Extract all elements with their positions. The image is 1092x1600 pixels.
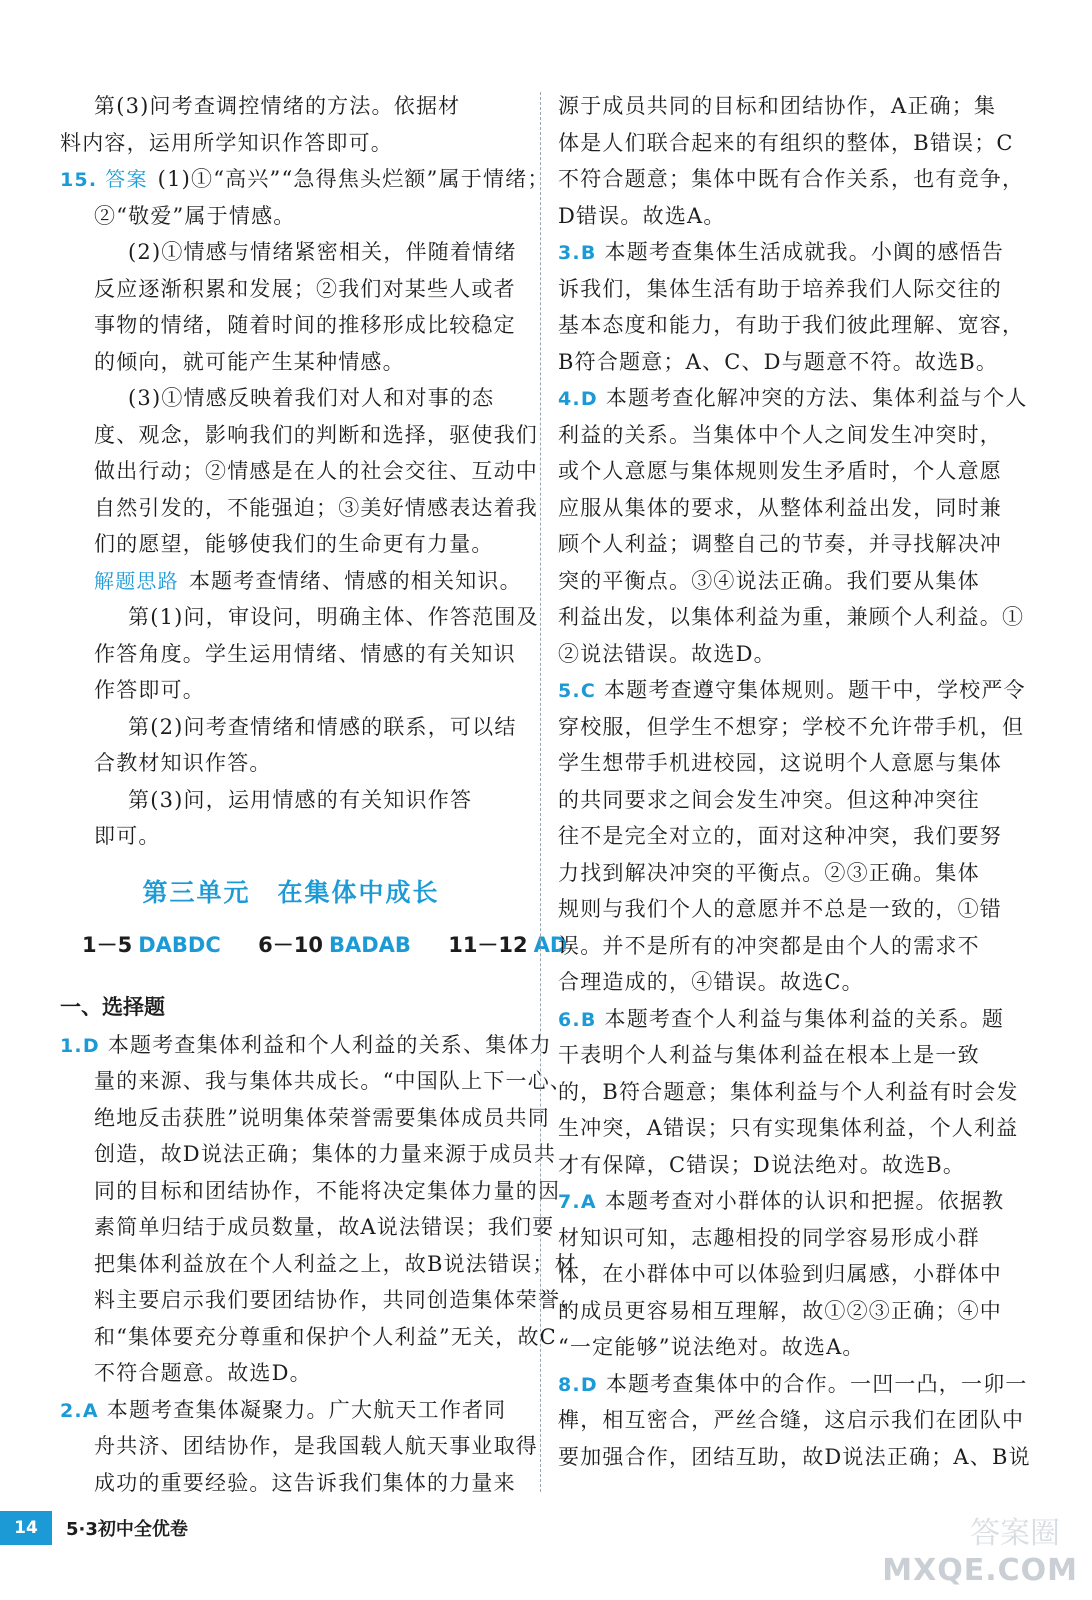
unit-title: 第三单元 在集体中成长 <box>142 877 440 907</box>
text-line: “一定能够”说法绝对。故选A。 <box>558 1335 865 1359</box>
text-line: 源于成员共同的目标和团结协作，A正确；集 <box>558 94 997 118</box>
text-line: 第(3)问，运用情感的有关知识作答 <box>128 787 473 812</box>
text-line: 规则与我们个人的意愿并不总是一致的，①错 <box>558 897 1002 921</box>
text-span: 本题考查集体中的合作。一凹一凸，一卯一 <box>605 1371 1028 1396</box>
text-line: 合教材知识作答。 <box>94 751 272 775</box>
text-line: (2)①情感与情绪紧密相关，伴随着情绪 <box>128 240 517 264</box>
text-line: 和“集体要充分尊重和保护个人利益”无关，故C <box>94 1324 557 1349</box>
answer-value: AD <box>533 932 568 957</box>
text-line: 做出行动；②情感是在人的社会交往、互动中 <box>94 459 538 483</box>
q1-line <box>60 1027 552 1064</box>
text-line: 不符合题意。故选D。 <box>94 1361 312 1385</box>
question-number: 6.B <box>558 1008 597 1031</box>
question-number: 15. <box>60 169 98 191</box>
text-line: 诉我们，集体生活有助于培养我们人际交往的 <box>558 276 1002 301</box>
text-line: 把集体利益放在个人利益之上，故B说法错误；材 <box>94 1251 577 1276</box>
question-number: 1.D <box>60 1034 100 1057</box>
text-span: 本题考查遵守集体规则。题干中，学校严令 <box>603 678 1026 702</box>
answer-range: 11－12 <box>448 932 528 957</box>
text-span: (1)①“高兴”“急得焦头烂额”属于情绪； <box>157 167 550 191</box>
text-span: 本题考查化解冲突的方法、集体利益与个人 <box>605 386 1028 410</box>
q4-line <box>558 380 1028 417</box>
text-line: 利益出发，以集体利益为重，兼顾个人利益。① <box>558 605 1025 629</box>
text-line: 体，在小群体中可以体验到归属感，小群体中 <box>558 1262 1002 1286</box>
text-line: 力找到解决冲突的平衡点。②③正确。集体 <box>558 860 980 885</box>
question-number: 5.C <box>558 680 596 702</box>
text-line: 应服从集体的要求，从整体利益出发，同时兼 <box>558 495 1002 520</box>
question-number: 4.D <box>558 388 598 410</box>
text-line: 事物的情绪，随着时间的推移形成比较稳定 <box>94 313 516 337</box>
text-line: 第(2)问考查情绪和情感的联系，可以结 <box>128 714 517 739</box>
text-line: 的成员更容易相互理解，故①②③正确；④中 <box>558 1298 1002 1323</box>
text-line: 穿校服，但学生不想穿；学校不允许带手机，但 <box>558 714 1025 739</box>
text-line: 不符合题意；集体中既有合作关系，也有竞争， <box>558 167 1025 191</box>
think-tag: 解题思路 <box>94 568 179 593</box>
think-line <box>60 563 522 600</box>
answer-key-row <box>60 923 568 967</box>
text-line: 即可。 <box>94 824 161 848</box>
text-span: 本题考查集体凝聚力。广大航天工作者同 <box>106 1397 507 1422</box>
text-line: 学生想带手机进校园，这说明个人意愿与集体 <box>558 751 1002 775</box>
text-line: ②“敬爱”属于情感。 <box>94 203 296 228</box>
text-line: 基本态度和能力，有助于我们彼此理解、宽容， <box>558 313 1025 337</box>
book-title: 5·3初中全优卷 <box>66 1519 188 1540</box>
right-column <box>558 88 1031 1475</box>
text-line: 素简单归结于成员数量，故A说法错误；我们要 <box>94 1215 555 1239</box>
text-line: 体是人们联合起来的有组织的整体，B错误；C <box>558 130 1014 155</box>
question-number: 8.D <box>558 1373 598 1396</box>
page-footer <box>0 1508 188 1548</box>
text-line: 度、观念，影响我们的判断和选择，驱使我们 <box>94 422 538 447</box>
text-span: 本题考查情绪、情感的相关知识。 <box>188 568 522 593</box>
text-line: 才有保障，C错误；D说法绝对。故选B。 <box>558 1152 966 1177</box>
text-line: 们的愿望，能够使我们的生命更有力量。 <box>94 532 494 556</box>
question-number: 3.B <box>558 242 597 264</box>
watermark-site: MXQE.COM <box>882 1553 1078 1588</box>
text-line: 同的目标和团结协作，不能将决定集体力量的因 <box>94 1178 561 1203</box>
question-number: 7.A <box>558 1191 597 1213</box>
q3-line <box>558 234 1018 271</box>
text-line: 绝地反击获胜”说明集体荣誉需要集体成员共同 <box>94 1105 550 1130</box>
answer-range: 6－10 <box>258 932 323 957</box>
watermark <box>868 1508 1078 1588</box>
q15-line <box>60 161 550 198</box>
text-line: 或个人意愿与集体规则发生矛盾时，个人意愿 <box>558 459 1002 483</box>
text-line: 顾个人利益；调整自己的节奏，并寻找解决冲 <box>558 532 1002 556</box>
text-line: 作答角度。学生运用情绪、情感的有关知识 <box>94 641 516 666</box>
text-line: 成功的重要经验。这告诉我们集体的力量来 <box>94 1470 516 1495</box>
q2-line <box>60 1392 522 1429</box>
column-divider <box>540 92 541 1492</box>
text-span: 本题考查个人利益与集体利益的关系。题 <box>604 1006 1005 1031</box>
text-line: 生冲突，A错误；只有实现集体利益，个人利益 <box>558 1116 1019 1140</box>
text-line: 量的来源、我与集体共成长。“中国队上下一心、 <box>94 1069 573 1093</box>
text-line: 干表明个人利益与集体利益在根本上是一致 <box>558 1043 980 1067</box>
answer-range: 1－5 <box>82 932 133 957</box>
text-line: ②说法错误。故选D。 <box>558 641 776 666</box>
answer-value: BADAB <box>328 932 411 957</box>
text-line: 的共同要求之间会发生冲突。但这种冲突往 <box>558 787 980 812</box>
text-line: 要加强合作，团结互助，故D说法正确；A、B说 <box>558 1444 1031 1469</box>
watermark-logo: 答案圈 <box>970 1516 1060 1551</box>
text-line: 第(3)问考查调控情绪的方法。依据材 <box>94 94 461 118</box>
q8-line <box>558 1366 1028 1403</box>
text-span: 本题考查集体生活成就我。小阗的感悟告 <box>604 240 1005 264</box>
text-line: (3)①情感反映着我们对人和对事的态 <box>128 386 495 410</box>
answer-value: DABDC <box>138 932 221 957</box>
answer-tag: 答案 <box>105 167 148 191</box>
text-line: 第(1)问，审设问，明确主体、作答范围及 <box>128 605 539 629</box>
text-line: 榫，相互密合，严丝合缝，这启示我们在团队中 <box>558 1408 1025 1432</box>
text-line: 合理造成的，④错误。故选C。 <box>558 970 864 994</box>
text-span: 本题考查对小群体的认识和把握。依据教 <box>604 1189 1005 1213</box>
text-line: D错误。故选A。 <box>558 203 726 228</box>
text-line: 往不是完全对立的，面对这种冲突，我们要努 <box>558 824 1002 848</box>
section-title: 一、选择题 <box>60 994 165 1019</box>
text-line: 突的平衡点。③④说法正确。我们要从集体 <box>558 568 980 593</box>
page-number: 14 <box>0 1511 52 1545</box>
question-number: 2.A <box>60 1399 99 1422</box>
text-line: 的，B符合题意；集体利益与个人利益有时会发 <box>558 1079 1019 1104</box>
text-line: 自然引发的，不能强迫；③美好情感表达着我 <box>94 495 538 520</box>
q5-line <box>558 672 1026 709</box>
text-line: 作答即可。 <box>94 678 205 702</box>
text-span: 本题考查集体利益和个人利益的关系、集体力 <box>107 1032 552 1057</box>
text-line: 创造，故D说法正确；集体的力量来源于成员共 <box>94 1142 557 1166</box>
text-line: B符合题意；A、C、D与题意不符。故选B。 <box>558 349 999 374</box>
text-line: 舟共济、团结协作，是我国载人航天事业取得 <box>94 1434 538 1458</box>
q6-line <box>558 1001 1018 1038</box>
text-line: 反应逐渐积累和发展；②我们对某些人或者 <box>94 276 516 301</box>
text-line: 利益的关系。当集体中个人之间发生冲突时， <box>558 422 1002 447</box>
text-line: 误。并不是所有的冲突都是由个人的需求不 <box>558 933 980 958</box>
text-line: 料主要启示我们要团结协作，共同创造集体荣誉， <box>94 1288 583 1312</box>
q7-line <box>558 1183 1018 1220</box>
text-line: 材知识可知，志趣相投的同学容易形成小群 <box>558 1225 980 1250</box>
text-line: 料内容，运用所学知识作答即可。 <box>60 130 393 155</box>
text-line: 的倾向，就可能产生某种情感。 <box>94 349 405 374</box>
